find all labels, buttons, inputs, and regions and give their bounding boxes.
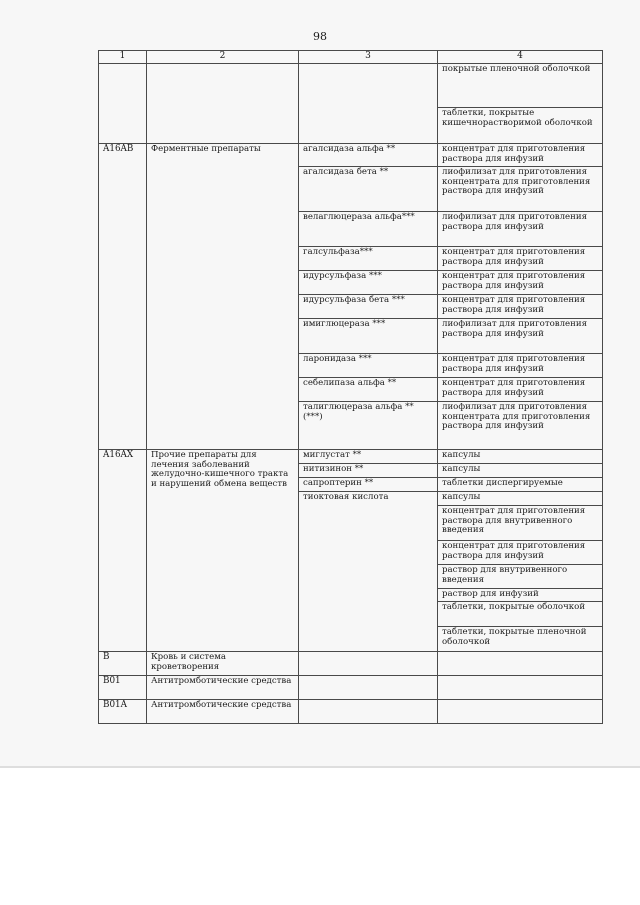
- dosage-form-cell: лиофилизат для приготовления раствора для инфузий: [438, 212, 603, 247]
- inn-cell: сапроптерин **: [299, 478, 438, 492]
- dosage-form-cell: концентрат для приготовления раствора для инфузий: [438, 144, 603, 167]
- column-number: 3: [299, 51, 438, 64]
- inn-cell: идурсульфаза ***: [299, 271, 438, 295]
- atc-code-cell: B: [99, 652, 147, 676]
- atc-code-cell: B01A: [99, 700, 147, 724]
- dosage-form-cell: концентрат для приготовления раствора для инфузий: [438, 541, 603, 565]
- table-row: [99, 700, 603, 724]
- dosage-form-cell: [438, 700, 603, 724]
- inn-cell: идурсульфаза бета ***: [299, 295, 438, 319]
- inn-cell: велаглюцераза альфа***: [299, 212, 438, 247]
- dosage-form-cell: капсулы: [438, 492, 603, 506]
- page-number: 98: [313, 30, 327, 43]
- group-name-cell: Антитромботические средства: [147, 700, 299, 724]
- dosage-form-cell: концентрат для приготовления раствора для инфузий: [438, 295, 603, 319]
- dosage-form-cell: концентрат для приготовления раствора для инфузий: [438, 378, 603, 402]
- atc-code-cell: A16AX: [99, 450, 147, 652]
- column-number: 2: [147, 51, 299, 64]
- dosage-form-cell: концентрат для приготовления раствора для инфузий: [438, 354, 603, 378]
- inn-cell: галсульфаза***: [299, 247, 438, 271]
- dosage-form-cell: таблетки диспергируемые: [438, 478, 603, 492]
- dosage-form-cell: лиофилизат для приготовления концентрата для приготовления раствора для инфузий: [438, 402, 603, 450]
- atc-code-cell: [99, 64, 147, 144]
- dosage-form-cell: [438, 676, 603, 700]
- dosage-form-cell: лиофилизат для приготовления раствора для инфузий: [438, 319, 603, 354]
- group-name-cell: Кровь и система кроветворения: [147, 652, 299, 676]
- dosage-form-cell: лиофилизат для приготовления концентрата для приготовления раствора для инфузий: [438, 167, 603, 212]
- inn-cell: ларонидаза ***: [299, 354, 438, 378]
- table-row: [99, 144, 603, 167]
- inn-cell: [299, 676, 438, 700]
- column-number: 1: [99, 51, 147, 64]
- table-row: [99, 676, 603, 700]
- dosage-form-cell: концентрат для приготовления раствора для инфузий: [438, 247, 603, 271]
- table-row: [99, 64, 603, 108]
- dosage-form-cell: капсулы: [438, 464, 603, 478]
- inn-cell: [299, 652, 438, 676]
- inn-cell: себелипаза альфа **: [299, 378, 438, 402]
- dosage-form-cell: раствор для инфузий: [438, 589, 603, 602]
- column-number: 4: [438, 51, 603, 64]
- dosage-form-cell: капсулы: [438, 450, 603, 464]
- inn-cell: тиоктовая кислота: [299, 492, 438, 652]
- atc-code-cell: B01: [99, 676, 147, 700]
- dosage-form-cell: концентрат для приготовления раствора для инфузий: [438, 271, 603, 295]
- inn-cell: нитизинон **: [299, 464, 438, 478]
- atc-code-cell: A16AB: [99, 144, 147, 450]
- table-row: [99, 450, 603, 464]
- scan-edge: [0, 766, 640, 768]
- inn-cell: агалсидаза альфа **: [299, 144, 438, 167]
- inn-cell: [299, 64, 438, 144]
- inn-cell: агалсидаза бета **: [299, 167, 438, 212]
- group-name-cell: Прочие препараты для лечения заболеваний желудочно-кишечного тракта и нарушений обмена веществ: [147, 450, 299, 652]
- table-row: [99, 652, 603, 676]
- dosage-form-cell: [438, 652, 603, 676]
- inn-cell: [299, 700, 438, 724]
- inn-cell: имиглюцераза ***: [299, 319, 438, 354]
- group-name-cell: Антитромботические средства: [147, 676, 299, 700]
- column-number-row: [99, 51, 603, 64]
- inn-cell: миглустат **: [299, 450, 438, 464]
- dosage-form-cell: покрытые пленочной оболочкой: [438, 64, 603, 108]
- dosage-form-cell: раствор для внутривенного введения: [438, 565, 603, 589]
- dosage-form-cell: таблетки, покрытые кишечнорастворимой оболочкой: [438, 108, 603, 144]
- inn-cell: талиглюцераза альфа ** (***): [299, 402, 438, 450]
- dosage-form-cell: концентрат для приготовления раствора для внутривенного введения: [438, 506, 603, 541]
- dosage-form-cell: таблетки, покрытые пленочной оболочкой: [438, 627, 603, 652]
- drug-list-table: [98, 50, 603, 724]
- group-name-cell: Ферментные препараты: [147, 144, 299, 450]
- group-name-cell: [147, 64, 299, 144]
- dosage-form-cell: таблетки, покрытые оболочкой: [438, 602, 603, 627]
